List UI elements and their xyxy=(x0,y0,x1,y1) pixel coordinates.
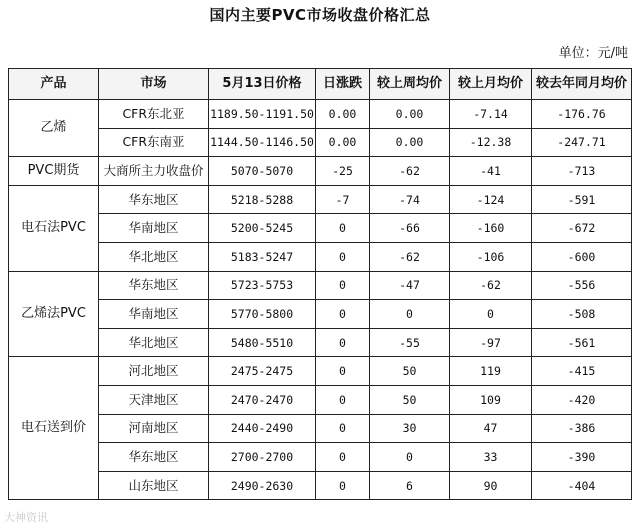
market-cell: 华东地区 xyxy=(99,185,209,214)
header-vs-year: 较去年同月均价 xyxy=(532,69,632,100)
table-row xyxy=(9,357,632,386)
vs-month-cell: -97 xyxy=(450,328,532,357)
vs-week-cell: 30 xyxy=(370,414,450,443)
product-cell: 乙烯法PVC xyxy=(9,271,99,357)
product-cell: 电石法PVC xyxy=(9,185,99,271)
vs-week-cell: 6 xyxy=(370,471,450,500)
vs-year-cell: -247.71 xyxy=(532,128,632,157)
daily-change-cell: -25 xyxy=(316,157,370,186)
vs-week-cell: -66 xyxy=(370,214,450,243)
price-cell: 5480-5510 xyxy=(209,328,316,357)
vs-year-cell: -386 xyxy=(532,414,632,443)
daily-change-cell: 0 xyxy=(316,214,370,243)
daily-change-cell: 0 xyxy=(316,471,370,500)
table-row xyxy=(9,328,632,357)
market-cell: 河南地区 xyxy=(99,414,209,443)
vs-week-cell: 50 xyxy=(370,385,450,414)
daily-change-cell: 0 xyxy=(316,328,370,357)
vs-month-cell: -62 xyxy=(450,271,532,300)
vs-month-cell: -124 xyxy=(450,185,532,214)
header-row xyxy=(9,69,632,100)
market-cell: 华东地区 xyxy=(99,443,209,472)
table-row xyxy=(9,414,632,443)
vs-month-cell: -106 xyxy=(450,242,532,271)
table-row xyxy=(9,271,632,300)
vs-month-cell: 90 xyxy=(450,471,532,500)
vs-year-cell: -561 xyxy=(532,328,632,357)
daily-change-cell: 0.00 xyxy=(316,100,370,129)
table-row xyxy=(9,185,632,214)
table-row xyxy=(9,100,632,129)
table-row xyxy=(9,214,632,243)
daily-change-cell: 0 xyxy=(316,271,370,300)
market-cell: CFR东南亚 xyxy=(99,128,209,157)
market-cell: 华南地区 xyxy=(99,300,209,329)
vs-week-cell: 0 xyxy=(370,300,450,329)
daily-change-cell: 0 xyxy=(316,357,370,386)
vs-year-cell: -390 xyxy=(532,443,632,472)
vs-week-cell: 50 xyxy=(370,357,450,386)
market-cell: 河北地区 xyxy=(99,357,209,386)
header-daily-change: 日涨跌 xyxy=(316,69,370,100)
vs-year-cell: -556 xyxy=(532,271,632,300)
vs-year-cell: -420 xyxy=(532,385,632,414)
daily-change-cell: 0 xyxy=(316,300,370,329)
vs-week-cell: -47 xyxy=(370,271,450,300)
daily-change-cell: 0 xyxy=(316,242,370,271)
table-row xyxy=(9,471,632,500)
vs-month-cell: 109 xyxy=(450,385,532,414)
header-price: 5月13日价格 xyxy=(209,69,316,100)
vs-week-cell: 0 xyxy=(370,443,450,472)
price-cell: 2440-2490 xyxy=(209,414,316,443)
vs-month-cell: 33 xyxy=(450,443,532,472)
product-cell: 电石送到价 xyxy=(9,357,99,500)
vs-month-cell: 0 xyxy=(450,300,532,329)
market-cell: 大商所主力收盘价 xyxy=(99,157,209,186)
daily-change-cell: 0 xyxy=(316,385,370,414)
vs-month-cell: 47 xyxy=(450,414,532,443)
table-row xyxy=(9,300,632,329)
price-table xyxy=(8,68,632,500)
vs-year-cell: -713 xyxy=(532,157,632,186)
daily-change-cell: -7 xyxy=(316,185,370,214)
vs-month-cell: -7.14 xyxy=(450,100,532,129)
market-cell: 天津地区 xyxy=(99,385,209,414)
watermark: 大神资讯 xyxy=(4,511,48,524)
vs-week-cell: 0.00 xyxy=(370,128,450,157)
page-title: 国内主要PVC市场收盘价格汇总 xyxy=(209,6,431,24)
price-cell: 5183-5247 xyxy=(209,242,316,271)
market-cell: 华东地区 xyxy=(99,271,209,300)
vs-week-cell: -62 xyxy=(370,242,450,271)
vs-year-cell: -508 xyxy=(532,300,632,329)
price-cell: 2490-2630 xyxy=(209,471,316,500)
product-cell: 乙烯 xyxy=(9,100,99,157)
table-row xyxy=(9,128,632,157)
market-cell: CFR东北亚 xyxy=(99,100,209,129)
table-row xyxy=(9,385,632,414)
price-cell: 5770-5800 xyxy=(209,300,316,329)
daily-change-cell: 0.00 xyxy=(316,128,370,157)
vs-year-cell: -176.76 xyxy=(532,100,632,129)
price-cell: 5200-5245 xyxy=(209,214,316,243)
daily-change-cell: 0 xyxy=(316,443,370,472)
market-cell: 华南地区 xyxy=(99,214,209,243)
table-row xyxy=(9,157,632,186)
daily-change-cell: 0 xyxy=(316,414,370,443)
vs-week-cell: -74 xyxy=(370,185,450,214)
vs-week-cell: 0.00 xyxy=(370,100,450,129)
vs-month-cell: 119 xyxy=(450,357,532,386)
price-cell: 1189.50-1191.50 xyxy=(209,100,316,129)
table-row xyxy=(9,443,632,472)
price-cell: 5218-5288 xyxy=(209,185,316,214)
vs-year-cell: -672 xyxy=(532,214,632,243)
price-cell: 2470-2470 xyxy=(209,385,316,414)
vs-week-cell: -62 xyxy=(370,157,450,186)
price-cell: 2700-2700 xyxy=(209,443,316,472)
vs-week-cell: -55 xyxy=(370,328,450,357)
product-cell: PVC期货 xyxy=(9,157,99,186)
header-market: 市场 xyxy=(99,69,209,100)
unit-label: 单位：元/吨 xyxy=(558,46,628,61)
table-body xyxy=(9,100,632,500)
price-cell: 2475-2475 xyxy=(209,357,316,386)
vs-month-cell: -12.38 xyxy=(450,128,532,157)
vs-year-cell: -591 xyxy=(532,185,632,214)
vs-year-cell: -415 xyxy=(532,357,632,386)
vs-month-cell: -160 xyxy=(450,214,532,243)
vs-year-cell: -404 xyxy=(532,471,632,500)
market-cell: 华北地区 xyxy=(99,242,209,271)
price-cell: 1144.50-1146.50 xyxy=(209,128,316,157)
market-cell: 山东地区 xyxy=(99,471,209,500)
price-cell: 5723-5753 xyxy=(209,271,316,300)
header-product: 产品 xyxy=(9,69,99,100)
vs-month-cell: -41 xyxy=(450,157,532,186)
header-vs-week: 较上周均价 xyxy=(370,69,450,100)
header-vs-month: 较上月均价 xyxy=(450,69,532,100)
vs-year-cell: -600 xyxy=(532,242,632,271)
market-cell: 华北地区 xyxy=(99,328,209,357)
table-row xyxy=(9,242,632,271)
price-cell: 5070-5070 xyxy=(209,157,316,186)
